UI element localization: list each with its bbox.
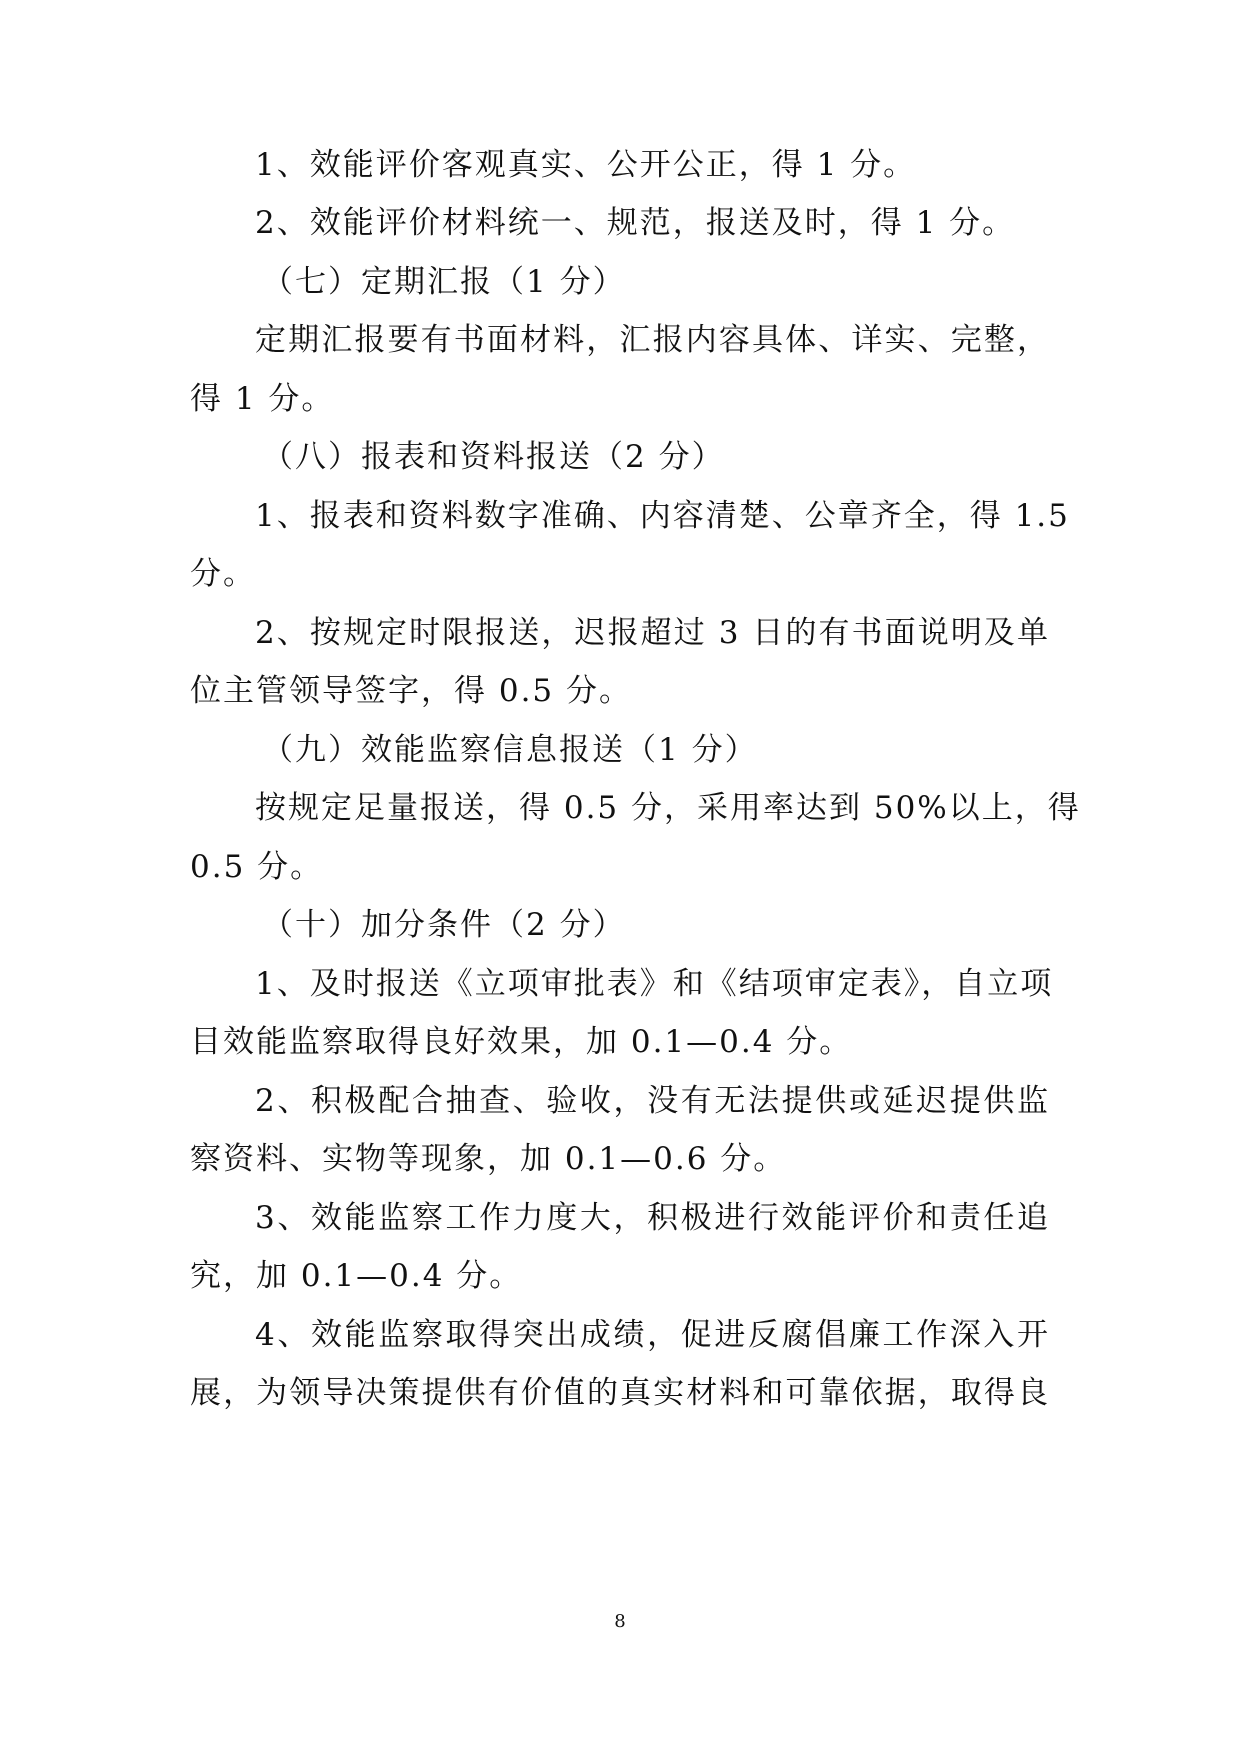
body-line: 分。: [190, 556, 256, 592]
body-line: 定期汇报要有书面材料，汇报内容具体、详实、完整，: [255, 322, 1050, 358]
body-line: 1、报表和资料数字准确、内容清楚、公章齐全，得 1.5: [255, 498, 1070, 534]
body-line: 展，为领导决策提供有价值的真实材料和可靠依据，取得良: [190, 1375, 1050, 1411]
body-line: 按规定足量报送，得 0.5 分，采用率达到 50%以上，得: [255, 790, 1081, 826]
body-line: 2、按规定时限报送，迟报超过 3 日的有书面说明及单: [255, 615, 1050, 651]
body-line: 3、效能监察工作力度大，积极进行效能评价和责任追: [255, 1200, 1050, 1236]
section-heading: （八）报表和资料报送（2 分）: [262, 439, 725, 475]
body-line: 位主管领导签字，得 0.5 分。: [190, 673, 633, 709]
body-line: 4、效能监察取得突出成绩，促进反腐倡廉工作深入开: [255, 1317, 1050, 1353]
body-line: 究，加 0.1—0.4 分。: [190, 1258, 523, 1294]
section-heading: （九）效能监察信息报送（1 分）: [262, 732, 758, 768]
body-line: 2、积极配合抽查、验收，没有无法提供或延迟提供监: [255, 1083, 1050, 1119]
body-line: 1、及时报送《立项审批表》和《结项审定表》，自立项: [255, 966, 1054, 1002]
body-line: 1、效能评价客观真实、公开公正，得 1 分。: [255, 147, 917, 183]
body-line: 察资料、实物等现象，加 0.1—0.6 分。: [190, 1141, 787, 1177]
section-heading: （十）加分条件（2 分）: [262, 907, 626, 943]
page-number: 8: [614, 1611, 626, 1632]
body-line: 2、效能评价材料统一、规范，报送及时，得 1 分。: [255, 205, 1016, 241]
body-line: 目效能监察取得良好效果，加 0.1—0.4 分。: [190, 1024, 853, 1060]
body-line: 得 1 分。: [190, 381, 335, 417]
body-line: 0.5 分。: [190, 849, 324, 885]
section-heading: （七）定期汇报（1 分）: [262, 264, 626, 300]
